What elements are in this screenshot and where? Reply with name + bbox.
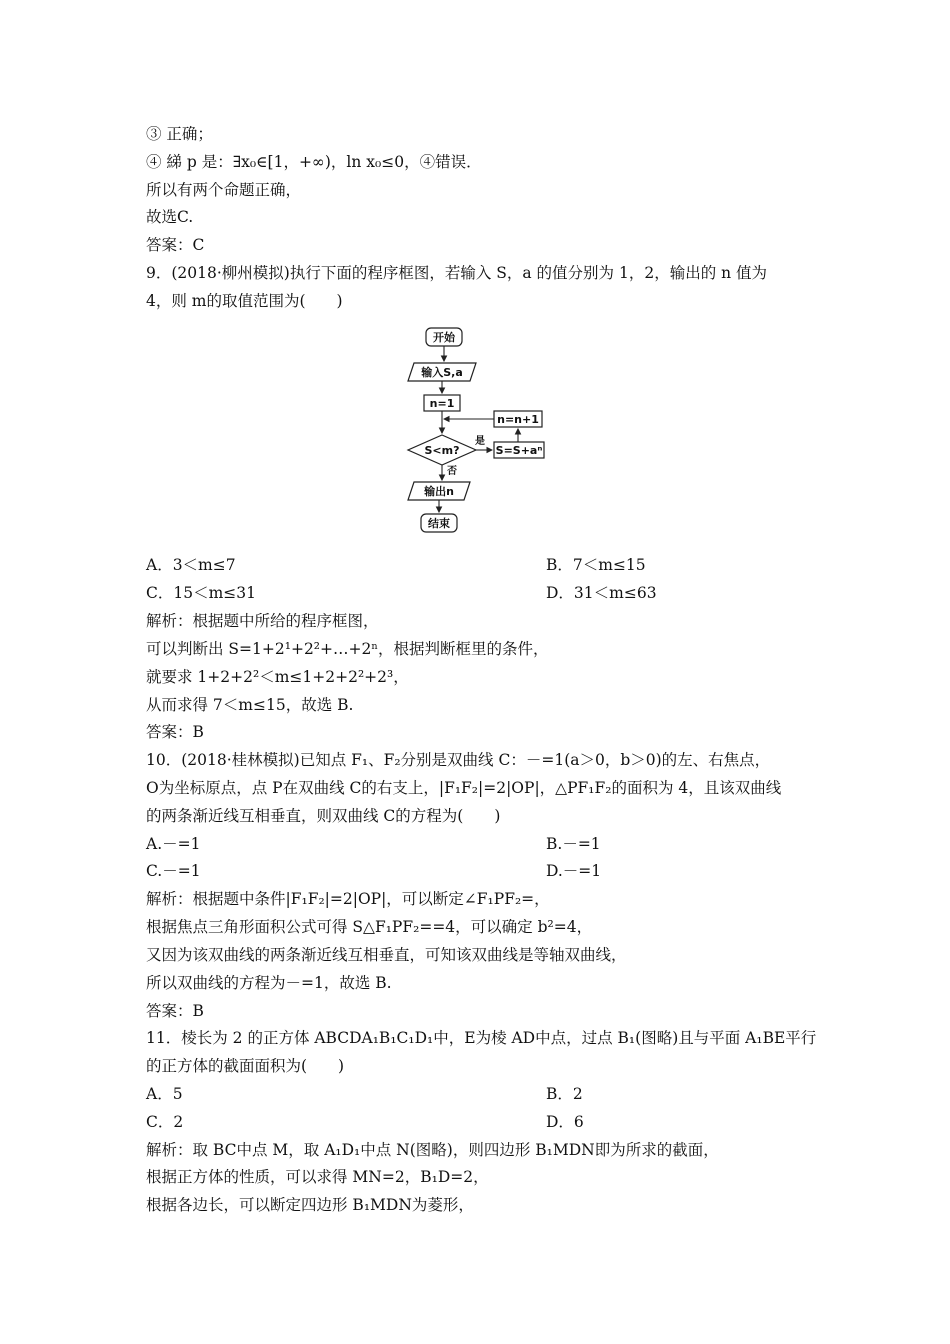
solution-line: 解析：取 BC中点 M，取 A₁D₁中点 N(图略)，则四边形 B₁MDN即为所求的截面， <box>146 1141 719 1159</box>
solution-line: 根据焦点三角形面积公式可得 S△F₁PF₂==4，可以确定 b²=4， <box>146 918 593 936</box>
solution-line: 又因为该双曲线的两条渐近线互相垂直，可知该双曲线是等轴双曲线， <box>146 946 627 964</box>
answer-line: 答案：C <box>146 236 205 254</box>
flowchart-output-label: 输出n <box>424 485 454 498</box>
solution-line: 根据正方体的性质，可以求得 MN=2，B₁D=2， <box>146 1168 489 1186</box>
question-11-stem: 11．棱长为 2 的正方体 ABCDA₁B₁C₁D₁中，E为棱 AD中点，过点 B₁(图略)且与平面 A₁BE平行 <box>146 1029 817 1047</box>
question-11-stem: 的正方体的截面面积为( ) <box>146 1057 345 1075</box>
solution-line: 可以判断出 S=1+2¹+2²+…+2ⁿ，根据判断框里的条件， <box>146 640 549 658</box>
option-c: C．15＜m≤31 <box>146 584 256 602</box>
program-flowchart <box>400 322 560 540</box>
solution-line: 解析：根据题中所给的程序框图， <box>146 612 379 630</box>
solution-line: 根据各边长，可以断定四边形 B₁MDN为菱形， <box>146 1196 474 1214</box>
flowchart-start-label: 开始 <box>433 331 455 344</box>
option-a: A．5 <box>146 1085 183 1103</box>
solution-line: 就要求 1+2+2²＜m≤1+2+2²+2³， <box>146 668 409 686</box>
text-line: 故选C. <box>146 208 194 226</box>
text-line: ④ 綈 p 是：∃x₀∈[1，+∞)，ln x₀≤0，④错误． <box>146 153 482 171</box>
solution-line: 从而求得 7＜m≤15，故选 B. <box>146 696 354 714</box>
answer-line: 答案：B <box>146 723 204 741</box>
option-d: D.－=1 <box>546 862 602 880</box>
flowchart-init-label: n=1 <box>429 397 455 410</box>
option-b: B.－=1 <box>546 835 601 853</box>
flowchart-no-label: 否 <box>447 466 457 477</box>
option-d: D．6 <box>546 1113 584 1131</box>
text-line: ③ 正确； <box>146 125 213 143</box>
solution-line: 解析：根据题中条件|F₁F₂|=2|OP|，可以断定∠F₁PF₂=， <box>146 890 550 908</box>
flowchart-input-label: 输入S,a <box>421 366 463 379</box>
question-10-stem: 的两条渐近线互相垂直，则双曲线 C的方程为( ) <box>146 807 501 825</box>
solution-line: 所以双曲线的方程为－=1，故选 B. <box>146 974 392 992</box>
option-b: B．2 <box>546 1085 583 1103</box>
text-line: 所以有两个命题正确， <box>146 181 302 199</box>
option-c: C.－=1 <box>146 862 201 880</box>
flowchart-yes-label: 是 <box>475 436 485 447</box>
answer-line: 答案：B <box>146 1002 204 1020</box>
option-c: C．2 <box>146 1113 184 1131</box>
flowchart-increment-label: n=n+1 <box>497 413 539 426</box>
question-10-stem: O为坐标原点，点 P在双曲线 C的右支上，|F₁F₂|=2|OP|，△PF₁F₂的面积为 4，且该双曲线 <box>146 779 782 797</box>
flowchart-end-label: 结束 <box>428 517 450 530</box>
question-9-stem: 9．(2018·柳州模拟)执行下面的程序框图，若输入 S，a 的值分别为 1，2，输出的 n 值为 <box>146 264 768 282</box>
option-a: A.－=1 <box>146 835 201 853</box>
question-10-stem: 10．(2018·桂林模拟)已知点 F₁、F₂分别是双曲线 C：－=1(a＞0，b＞0)的左、右焦点， <box>146 751 771 769</box>
flowchart-decision-label: S<m? <box>424 444 460 457</box>
option-b: B．7＜m≤15 <box>546 556 646 574</box>
question-9-stem: 4，则 m的取值范围为( ) <box>146 292 343 310</box>
flowchart-update-label: S=S+aⁿ <box>495 444 543 457</box>
option-a: A．3＜m≤7 <box>146 556 236 574</box>
option-d: D．31＜m≤63 <box>546 584 657 602</box>
